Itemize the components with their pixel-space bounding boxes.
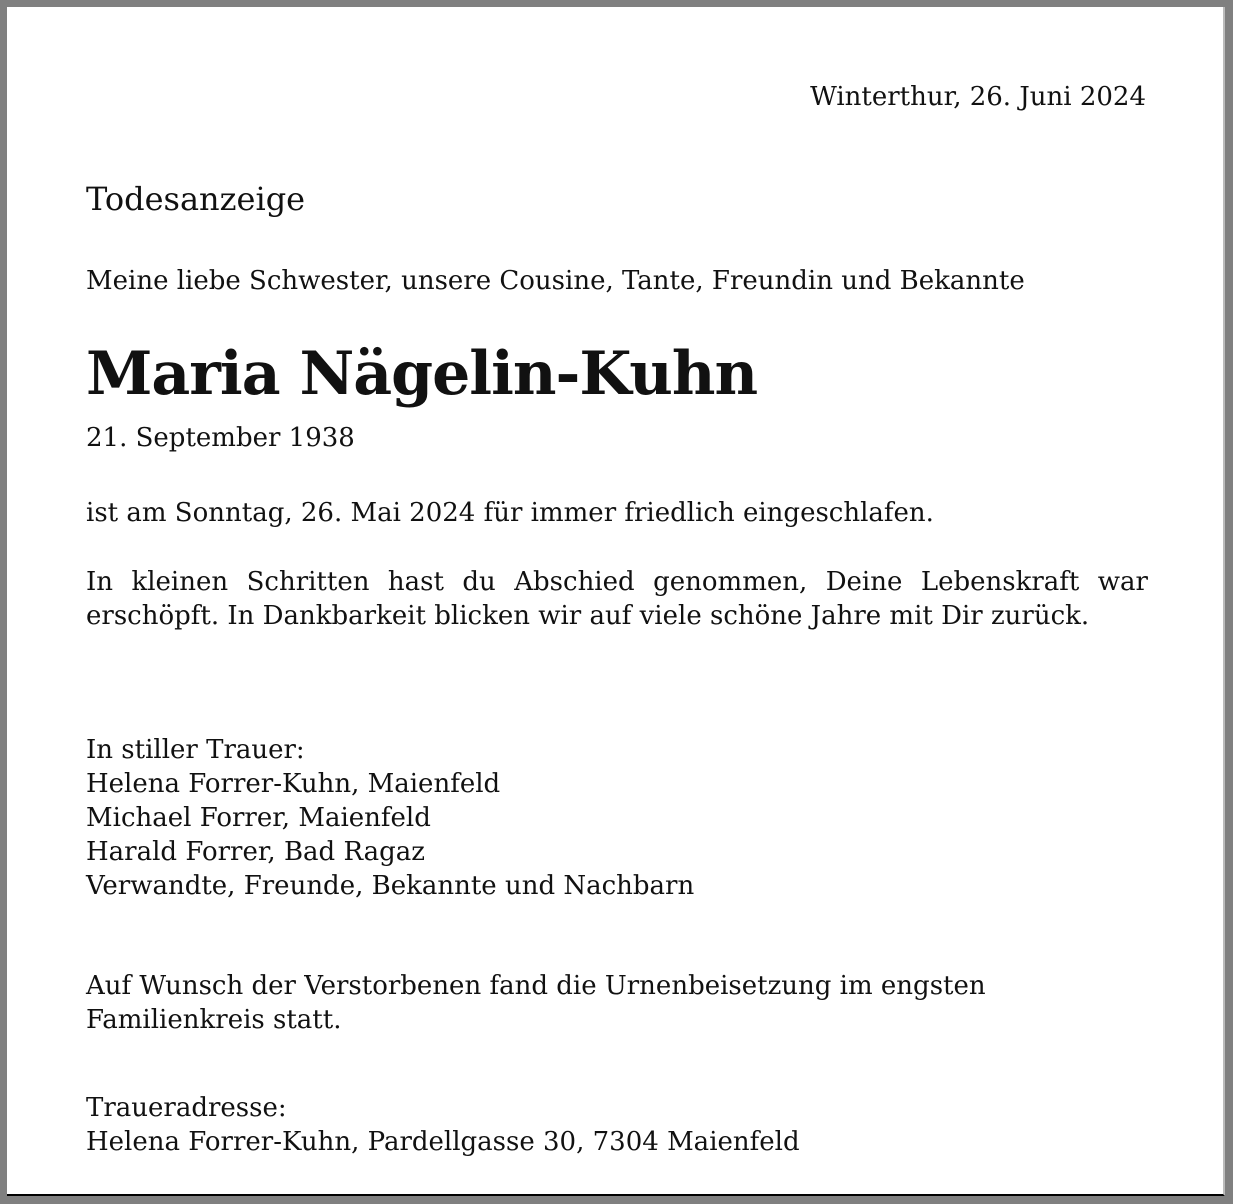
document-page [7, 7, 1225, 1196]
mourner: Michael Forrer, Maienfeld [86, 803, 431, 833]
mourners-block [86, 733, 694, 903]
document-title: Todesanzeige [86, 180, 306, 218]
address-heading: Traueradresse: [86, 1093, 287, 1123]
address-line: Helena Forrer-Kuhn, Pardellgasse 30, 7304 Maienfeld [86, 1127, 800, 1157]
intro-text: Meine liebe Schwester, unsere Cousine, Tante, Freundin und Bekannte [86, 266, 1025, 296]
mourners-heading: In stiller Trauer: [86, 735, 305, 765]
farewell-paragraph: In kleinen Schritten hast du Abschied genommen, Deine Lebenskraft war erschöpft. In Dankbarkeit blicken wir auf viele schöne Jahre mit Dir zurück. [86, 567, 1148, 631]
address-block [86, 1091, 800, 1159]
mourner: Harald Forrer, Bad Ragaz [86, 837, 425, 867]
death-text: ist am Sonntag, 26. Mai 2024 für immer friedlich eingeschlafen. [86, 498, 934, 528]
birth-date: 21. September 1938 [86, 423, 355, 453]
funeral-note: Auf Wunsch der Verstorbenen fand die Urnenbeisetzung im engsten Familienkreis statt. [86, 971, 986, 1035]
deceased-name: Maria Nägelin-Kuhn [86, 339, 758, 409]
date-place: Winterthur, 26. Juni 2024 [810, 82, 1146, 112]
mourner: Helena Forrer-Kuhn, Maienfeld [86, 769, 501, 799]
mourner: Verwandte, Freunde, Bekannte und Nachbarn [86, 871, 695, 901]
